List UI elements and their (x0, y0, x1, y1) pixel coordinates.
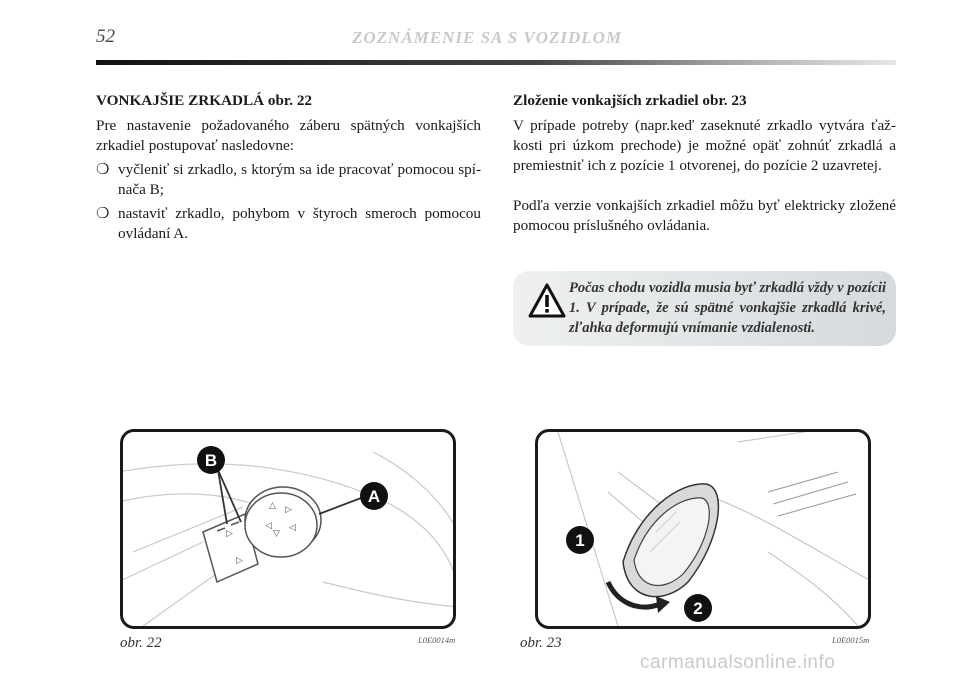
figure-folding-mirror (535, 429, 871, 629)
svg-text:△: △ (269, 501, 276, 511)
callout-b: B (204, 451, 218, 470)
list-item (96, 160, 481, 200)
figure-code: L0E0015m (832, 635, 870, 645)
svg-text:▷: ▷ (226, 529, 233, 539)
bullet-text: vyčleniť si zrkadlo, s ktorým sa ide pracovať pomocou spínača B; (118, 161, 481, 198)
svg-text:◁: ◁ (265, 521, 272, 531)
figure-mirror-controls (120, 429, 456, 629)
header-rule (96, 60, 896, 65)
figure-code: L0E0014m (418, 635, 456, 645)
page-number: 52 (96, 26, 115, 47)
bullet-marker: ❍ (96, 205, 110, 222)
callout-1: 1 (575, 531, 585, 550)
section-title: ZOZNÁMENIE SA S VOZIDLOM (352, 28, 623, 47)
list-item (96, 204, 481, 244)
paragraph: V prípade potreby (napr.keď zaseknuté zrkadlo vytvára ťažkosti pri úzkom prechode) je možné opäť zohnúť zrkadlá a premiestniť ich z pozície 1 otvorenej, do pozície 2 uzavretej. (513, 117, 896, 174)
figure-caption: obr. 23 (520, 635, 562, 651)
paragraph-gap (513, 176, 896, 196)
right-column (513, 91, 896, 236)
left-column (96, 91, 481, 244)
warning-text: Počas chodu vozidla musia byť zrkadlá vždy v pozícii 1. V prípade, že sú spätné vonkajšie zrkadlá krivé, zľahka deformujú vnímanie vzdialenosti. (569, 280, 886, 336)
section-heading: VONKAJŠIE ZRKADLÁ obr. 22 (96, 92, 313, 109)
svg-text:◁: ◁ (289, 523, 296, 533)
paragraph: Podľa verzie vonkajších zrkadiel môžu byť elektricky zložené pomocou príslušného ovládania. (513, 197, 896, 234)
warning-box (513, 271, 896, 346)
subsection-heading: Zloženie vonkajších zrkadiel obr. 23 (513, 92, 747, 109)
intro-paragraph: Pre nastavenie požadovaného záberu spätných vonkajších zrkadiel postupovať nasledovne: (96, 117, 481, 154)
bullet-text: nastaviť zrkadlo, pohybom v štyroch smeroch pomocou ovládaní A. (118, 205, 481, 242)
callout-2: 2 (693, 599, 703, 618)
svg-text:▽: ▽ (273, 529, 280, 539)
svg-text:▷: ▷ (236, 556, 243, 566)
warning-triangle-icon (527, 281, 567, 321)
watermark: carmanualsonline.info (640, 652, 836, 673)
svg-text:▷: ▷ (285, 505, 292, 515)
callout-a: A (367, 487, 381, 506)
figure-caption: obr. 22 (120, 635, 162, 651)
bullet-marker: ❍ (96, 161, 110, 178)
